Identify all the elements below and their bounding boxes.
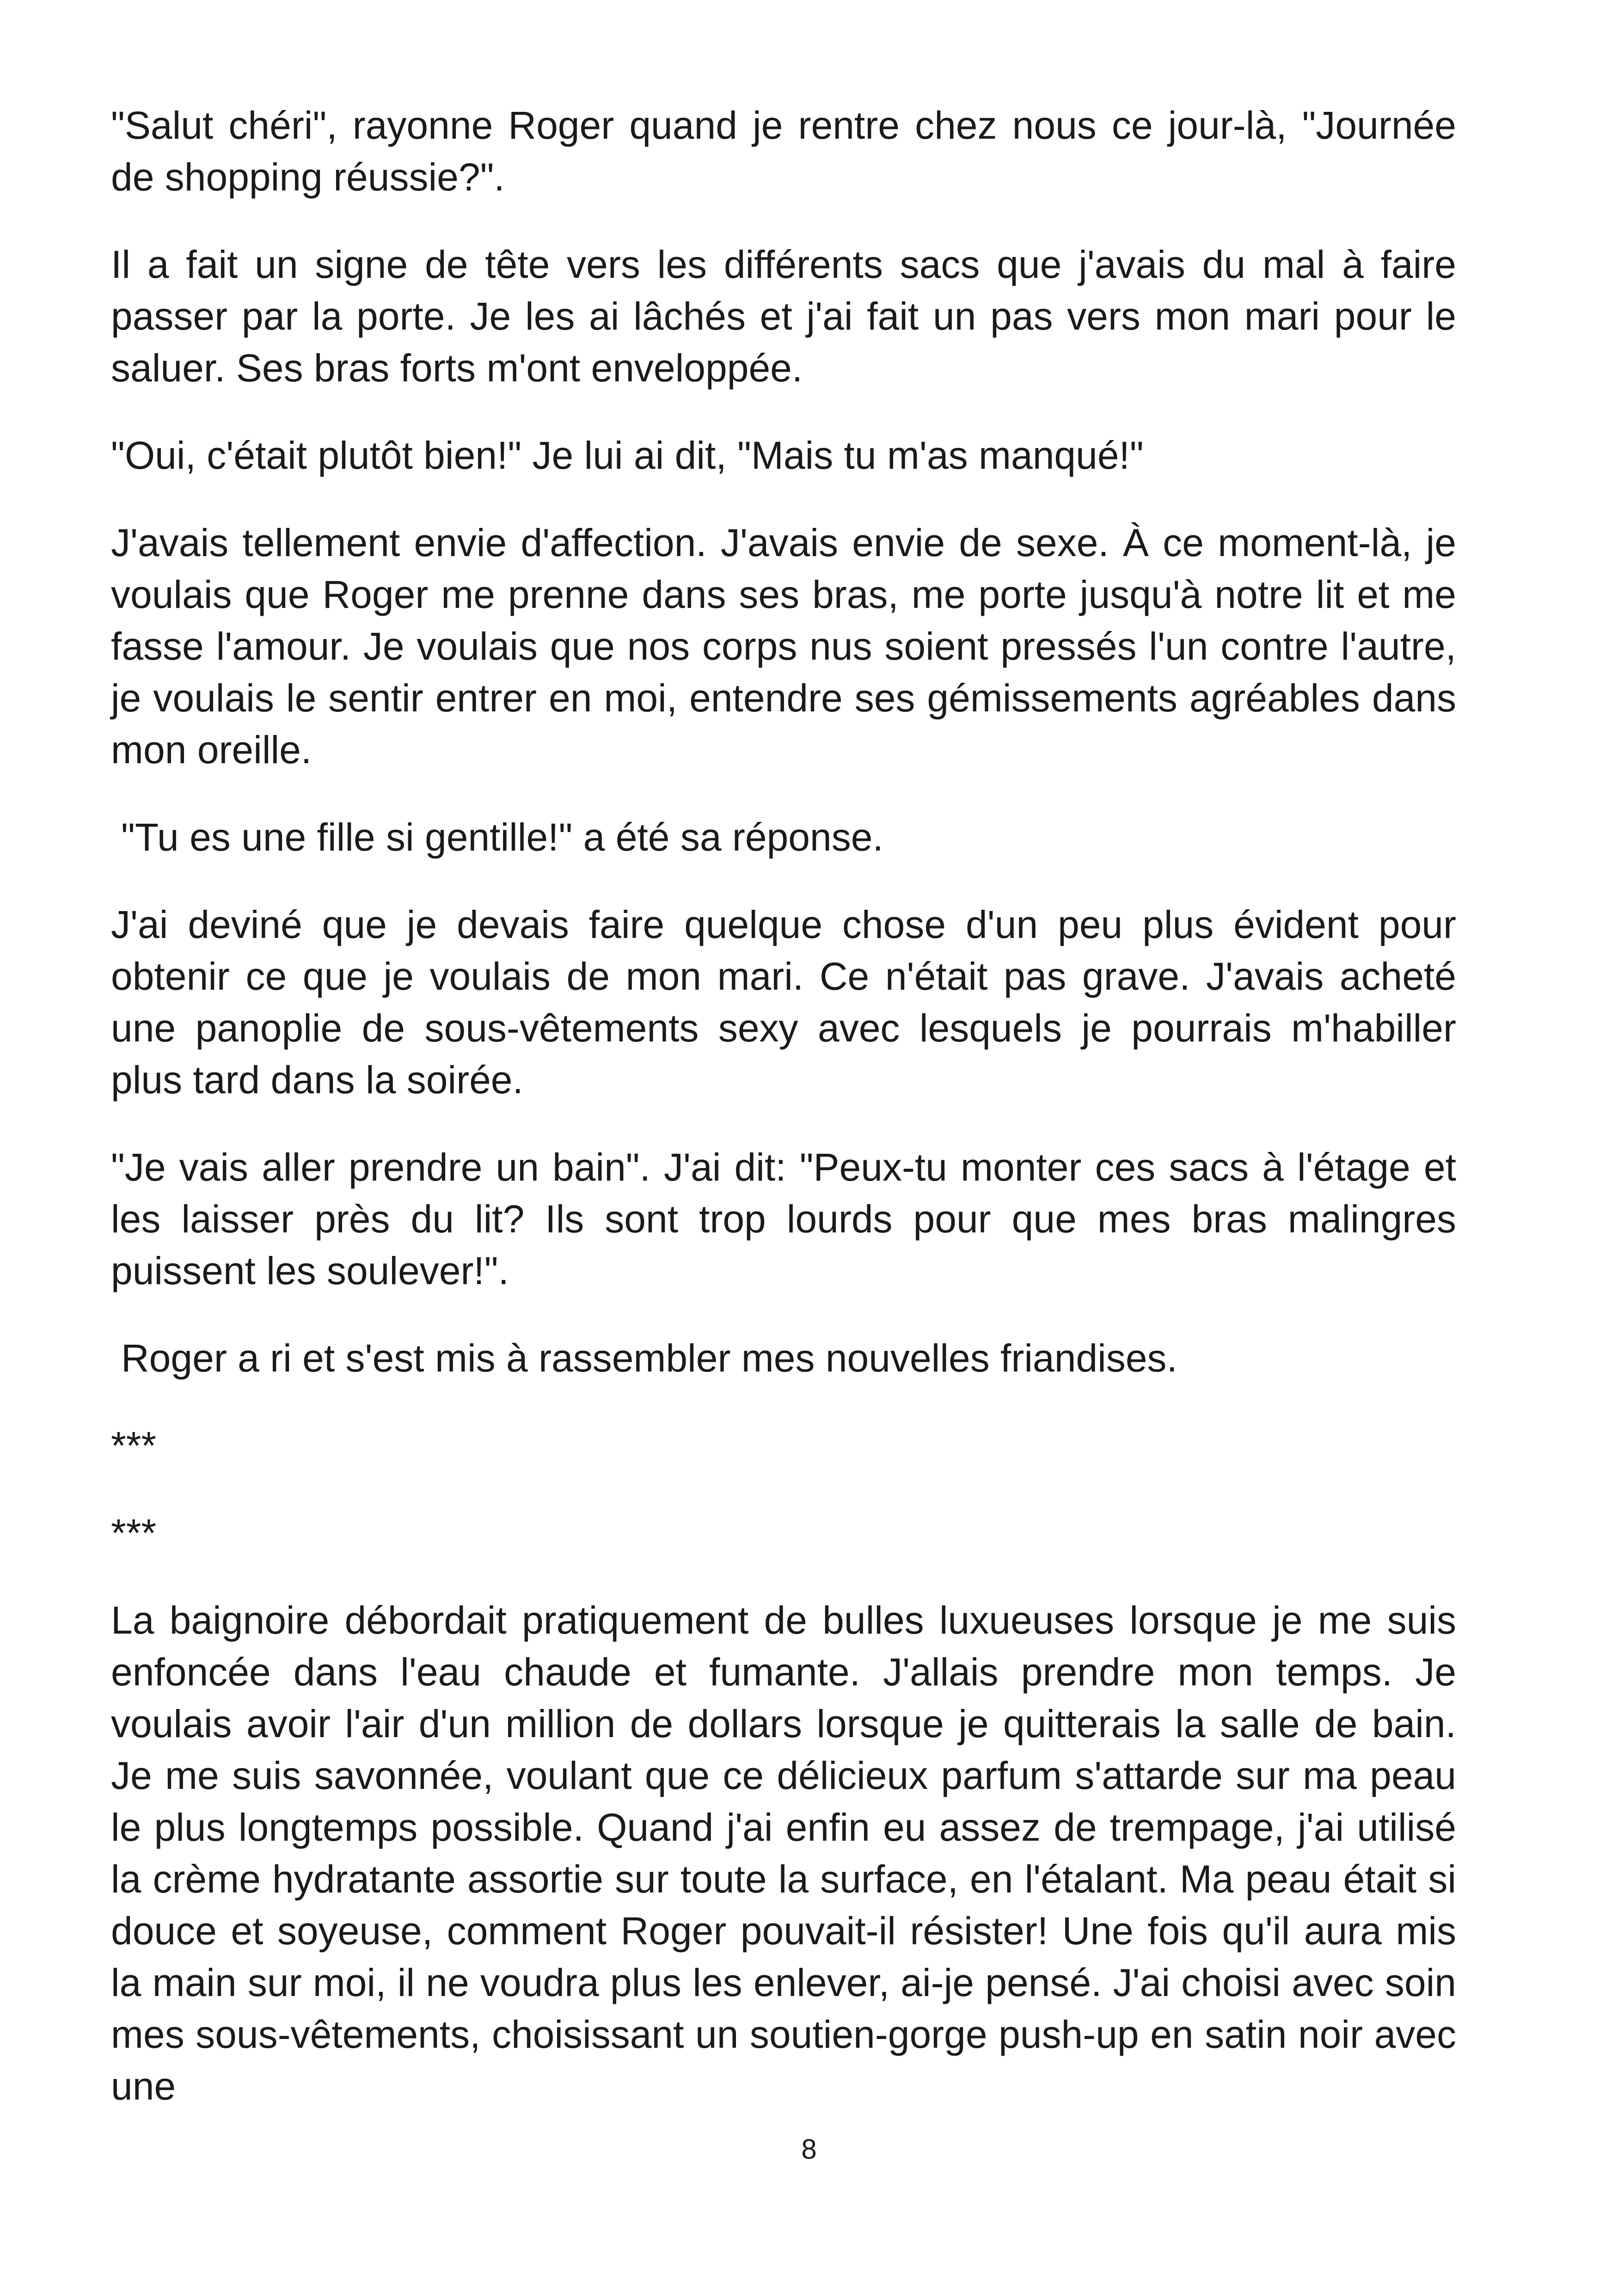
paragraph: Roger a ri et s'est mis à rassembler mes nouvelles friandises. bbox=[121, 1336, 1177, 1380]
page-number: 8 bbox=[801, 2134, 817, 2165]
scene-separator: *** bbox=[111, 1424, 157, 1467]
paragraph: "Tu es une fille si gentille!" a été sa réponse. bbox=[121, 815, 883, 859]
paragraph: Il a fait un signe de tête vers les différents sacs que j'avais du mal à faire passer par la porte. Je les ai lâchés et j'ai fait un pas vers mon mari pour le saluer. Ses bras forts m'ont enveloppée. bbox=[111, 243, 1456, 390]
paragraph: J'avais tellement envie d'affection. J'avais envie de sexe. À ce moment-là, je voulais que Roger me prenne dans ses bras, me porte jusqu'à notre lit et me fasse l'amour. Je voulais que nos corps nus soient pressés l'un contre l'autre, je voulais le sentir entrer en moi, entendre ses gémissements agréables dans mon oreille. bbox=[111, 521, 1456, 771]
paragraph: La baignoire débordait pratiquement de bulles luxueuses lorsque je me suis enfoncée dans l'eau chaude et fumante. J'allais prendre mon temps. Je voulais avoir l'air d'un million de dollars lorsque je quitterais la salle de bain. Je me suis savonnée, voulant que ce délicieux parfum s'attarde sur ma peau le plus longtemps possible. Quand j'ai enfin eu assez de trempage, j'ai utilisé la crème hydratante assortie sur toute la surface, en l'étalant. Ma peau était si douce et soyeuse, comment Roger pouvait-il résister! Une fois qu'il aura mis la main sur moi, il ne voudra plus les enlever, ai-je pensé. J'ai choisi avec soin mes sous-vêtements, choisissant un soutien-gorge push-up en satin noir avec une bbox=[111, 1598, 1456, 2108]
scene-separator: *** bbox=[111, 1511, 157, 1555]
page-body bbox=[111, 99, 1456, 2112]
paragraph: "Salut chéri", rayonne Roger quand je rentre chez nous ce jour-là, "Journée de shopping réussie?". bbox=[111, 104, 1456, 199]
paragraph: "Oui, c'était plutôt bien!" Je lui ai dit, "Mais tu m'as manqué!" bbox=[111, 434, 1144, 477]
paragraph: J'ai deviné que je devais faire quelque chose d'un peu plus évident pour obtenir ce que je voulais de mon mari. Ce n'était pas grave. J'avais acheté une panoplie de sous-vêtements sexy avec lesquels je pourrais m'habiller plus tard dans la soirée. bbox=[111, 903, 1456, 1102]
paragraph: "Je vais aller prendre un bain". J'ai dit: "Peux-tu monter ces sacs à l'étage et les laisser près du lit? Ils sont trop lourds pour que mes bras malingres puissent les soulever!". bbox=[111, 1145, 1456, 1292]
